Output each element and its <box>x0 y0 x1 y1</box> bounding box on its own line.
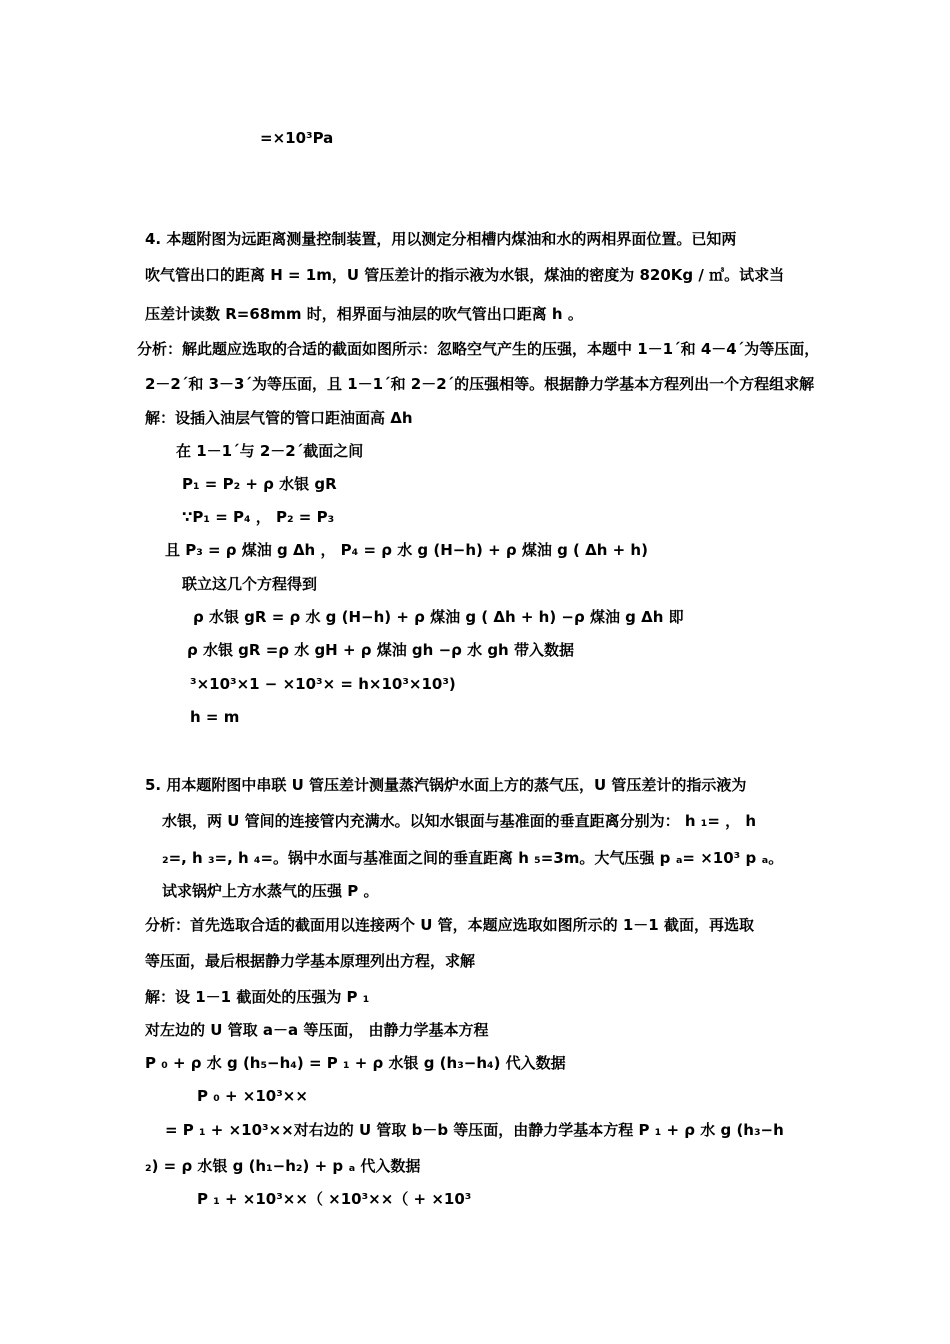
text-line: 4. 本题附图为远距离测量控制装置，用以测定分相槽内煤油和水的两相界面位置。已知两 <box>145 230 737 248</box>
text-line: 分析：解此题应选取的合适的截面如图所示：忽略空气产生的压强，本题中 1－1´和 4－4´为等压面， <box>137 340 820 358</box>
text-line: ₂=, h ₃=, h ₄=。锅中水面与基准面之间的垂直距离 h ₅=3m。大气压强 p ₐ= ×10³ p ₐ。 <box>162 849 784 867</box>
text-line: 等压面，最后根据静力学基本原理列出方程，求解 <box>145 952 476 970</box>
text-line: ³×10³×1 − ×10³× = h×10³×10³) <box>190 675 456 693</box>
text-line: 吹气管出口的距离 H = 1m，U 管压差计的指示液为水银，煤油的密度为 820Kg / ㎥。试求当 <box>145 266 785 284</box>
text-line: 压差计读数 R=68mm 时，相界面与油层的吹气管出口距离 h 。 <box>145 305 583 323</box>
text-line: 解：设插入油层气管的管口距油面高 Δh <box>145 409 413 427</box>
text-line: 2－2´和 3－3´为等压面，且 1－1´和 2－2´的压强相等。根据静力学基本方程列出一个方程组求解 <box>145 375 815 393</box>
text-line: 试求锅炉上方水蒸气的压强 P 。 <box>162 882 379 900</box>
text-line: ρ 水银 gR =ρ 水 gH + ρ 煤油 gh −ρ 水 gh 带入数据 <box>187 641 574 659</box>
text-line: h = m <box>190 708 240 726</box>
text-line: P ₀ + ×10³×× <box>197 1087 308 1105</box>
text-line: 解：设 1－1 截面处的压强为 P ₁ <box>145 988 370 1006</box>
text-line: ρ 水银 gR = ρ 水 g (H−h) + ρ 煤油 g ( Δh + h) −ρ 煤油 g Δh 即 <box>193 608 684 626</box>
text-line: 对左边的 U 管取 a－a 等压面， 由静力学基本方程 <box>145 1021 489 1039</box>
text-line: 联立这几个方程得到 <box>182 575 318 593</box>
text-line: = P ₁ + ×10³××对右边的 U 管取 b－b 等压面，由静力学基本方程 P ₁ + ρ 水 g (h₃−h <box>165 1121 784 1139</box>
text-line: ∵P₁ = P₄ ， P₂ = P₃ <box>182 508 335 526</box>
text-line: P ₀ + ρ 水 g (h₅−h₄) = P ₁ + ρ 水银 g (h₃−h₄) 代入数据 <box>145 1054 566 1072</box>
text-line: =×10³Pa <box>260 129 334 147</box>
text-line: 水银，两 U 管间的连接管内充满水。以知水银面与基准面的垂直距离分别为： h ₁= ， h <box>162 812 757 830</box>
text-line: 5. 用本题附图中串联 U 管压差计测量蒸汽锅炉水面上方的蒸气压，U 管压差计的指示液为 <box>145 776 747 794</box>
text-line: 在 1－1´与 2－2´截面之间 <box>176 442 364 460</box>
text-line: P ₁ + ×10³××（ ×10³××（ + ×10³ <box>197 1190 472 1208</box>
text-line: ₂) = ρ 水银 g (h₁−h₂) + p ₐ 代入数据 <box>145 1157 421 1175</box>
text-line: P₁ = P₂ + ρ 水银 gR <box>182 475 337 493</box>
text-line: 分析：首先选取合适的截面用以连接两个 U 管，本题应选取如图所示的 1－1 截面，再选取 <box>145 916 754 934</box>
text-line: 且 P₃ = ρ 煤油 g Δh ， P₄ = ρ 水 g (H−h) + ρ 煤油 g ( Δh + h) <box>165 541 648 559</box>
